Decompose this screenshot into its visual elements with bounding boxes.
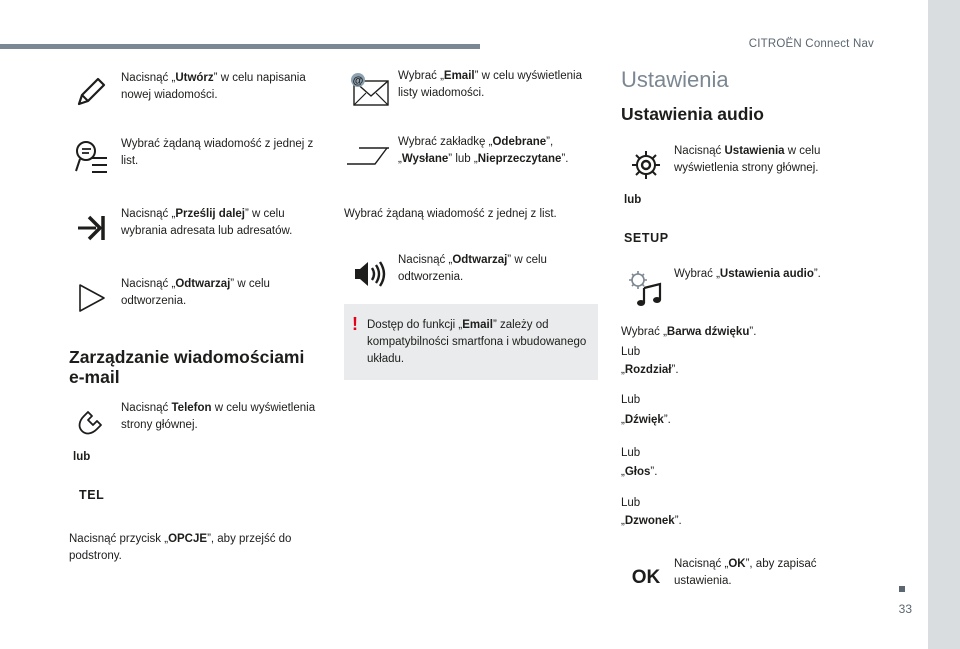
brand-title: CITROËN Connect Nav <box>748 38 874 50</box>
options-text: Nacisnąć przycisk „OPCJE”, aby przejść do podstrony. <box>69 533 292 562</box>
step-play-email: Nacisnąć „Odtwarzaj” w celu odtworzenia. <box>344 252 568 296</box>
email-management-heading: Zarządzanie wiadomościami e-mail <box>69 347 305 387</box>
page-side-strip <box>928 0 960 649</box>
or-text: Lub <box>621 346 641 358</box>
email-note: ! Dostęp do funkcji „Email” zależy od kompatybilności smartfona i wbudowanego układu. <box>344 304 598 380</box>
select-message-text: Wybrać żądaną wiadomość z jednej z list. <box>344 208 557 220</box>
or-label: lub <box>624 194 642 206</box>
forward-icon <box>66 206 116 250</box>
step-phone: Nacisnąć Telefon w celu wyświetlenia strony głównej. <box>66 400 321 444</box>
setup-button-label: SETUP <box>624 231 669 245</box>
header-rule <box>0 44 480 49</box>
tel-button-label: TEL <box>79 488 105 502</box>
step-play: Nacisnąć „Odtwarzaj” w celu odtworzenia. <box>66 276 321 320</box>
choose-sound-text: Wybrać „Barwa dźwięku”. <box>621 326 757 338</box>
gear-icon <box>621 143 671 187</box>
section-title: Ustawienia <box>621 67 729 92</box>
warning-icon: ! <box>352 314 358 334</box>
speaker-icon <box>344 252 394 296</box>
ok-button-label: OK <box>631 567 661 588</box>
step-forward: Nacisnąć „Prześlij dalej” w celu wybrania adresata lub adresatów. <box>66 206 321 250</box>
or-text: Lub <box>621 394 641 406</box>
svg-text:@: @ <box>352 75 364 87</box>
play-icon <box>66 276 116 320</box>
audio-settings-icon <box>621 266 671 310</box>
step-settings: Nacisnąć Ustawienia w celu wyświetlenia strony głównej. <box>621 143 844 187</box>
step-ok: OK Nacisnąć „OK”, aby zapisać ustawienia. <box>621 556 844 600</box>
phone-icon <box>66 400 116 444</box>
step-email: @ Wybrać „Email” w celu wyświetlenia listy wiadomości. <box>344 68 598 112</box>
option-balance: „Rozdział”. <box>621 364 679 376</box>
or-text: Lub <box>621 497 641 509</box>
option-ringtone: „Dzwonek”. <box>621 515 682 527</box>
step-write: Nacisnąć „Utwórz” w celu napisania nowej wiadomości. <box>66 70 321 114</box>
option-sound: „Dźwięk”. <box>621 414 671 426</box>
pencil-icon <box>66 70 116 114</box>
page-marker <box>899 586 905 592</box>
step-audio: Wybrać „Ustawienia audio”. <box>621 266 844 310</box>
tab-icon <box>344 134 394 178</box>
message-list-icon <box>66 136 116 180</box>
audio-settings-heading: Ustawienia audio <box>621 104 764 124</box>
or-text: Lub <box>621 447 641 459</box>
step-tab: Wybrać zakładkę „Odebrane”, „Wysłane” lub „Nieprzeczytane”. <box>344 134 598 178</box>
page-number: 33 <box>898 602 912 616</box>
email-icon <box>344 68 394 112</box>
option-voice: „Głos”. <box>621 466 658 478</box>
step-select-message: Wybrać żądaną wiadomość z jednej z list. <box>66 136 321 180</box>
or-label: lub <box>73 451 91 463</box>
